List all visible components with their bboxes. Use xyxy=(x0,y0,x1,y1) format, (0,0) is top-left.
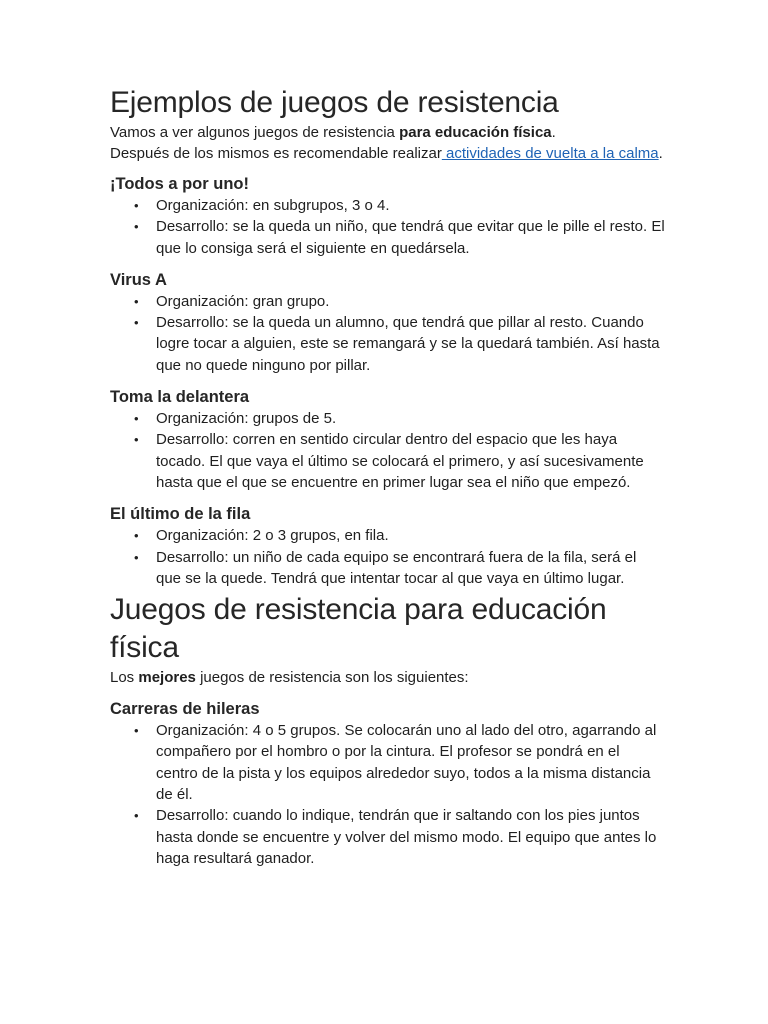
game-details-list xyxy=(110,408,665,493)
list-item-text: Organización: gran grupo. xyxy=(156,292,330,310)
vuelta-a-la-calma-link[interactable]: actividades de vuelta a la calma xyxy=(441,145,659,162)
intro-text: Vamos a ver algunos juegos de resistencia xyxy=(110,124,400,141)
list-item xyxy=(134,408,665,429)
list-item xyxy=(134,720,665,805)
intro-text: . xyxy=(551,124,556,141)
game-details-list xyxy=(110,525,665,589)
game-title: Virus A xyxy=(110,270,167,289)
list-item-text: Desarrollo: se la queda un alumno, que tendrá que pillar al resto. Cuando logre tocar a alguien, este se remangará y se la quedará también. Así hasta que no quede ninguno por pillar. xyxy=(156,314,660,374)
list-item-text: Organización: grupos de 5. xyxy=(156,410,337,428)
bullet-icon: • xyxy=(134,411,139,427)
intro-bold-text: para educación física xyxy=(399,124,552,141)
list-item xyxy=(134,195,665,216)
intro-text: . xyxy=(658,145,663,162)
section-2-intro xyxy=(110,667,665,688)
list-item xyxy=(134,805,665,869)
bullet-icon: • xyxy=(134,219,139,235)
list-item xyxy=(134,216,665,259)
bullet-icon: • xyxy=(134,528,139,544)
bullet-icon: • xyxy=(134,723,139,739)
intro-text: Después de los mismos es recomendable realizar xyxy=(110,145,442,162)
list-item-text: Desarrollo: se la queda un niño, que tendrá que evitar que le pille el resto. El que lo consiga será el siguiente en quedársela. xyxy=(156,218,665,257)
list-item xyxy=(134,291,665,312)
intro-text: juegos de resistencia son los siguientes: xyxy=(195,669,469,687)
list-item xyxy=(134,429,665,493)
document-page xyxy=(110,84,665,869)
bullet-icon: • xyxy=(134,293,139,309)
list-item-text: Organización: 4 o 5 grupos. Se colocarán uno al lado del otro, agarrando al compañero por el hombro o por la cintura. El profesor se pondrá en el centro de la pista y los equipos alrededor suyo, todos a la misma distancia de él. xyxy=(156,722,657,804)
intro-text: Los xyxy=(110,669,139,687)
list-item xyxy=(134,312,665,376)
section-1-title: Ejemplos de juegos de resistencia xyxy=(110,86,559,119)
section-1-intro xyxy=(110,122,665,164)
bullet-icon: • xyxy=(134,549,139,565)
list-item xyxy=(134,547,665,590)
game-title: Toma la delantera xyxy=(110,388,250,407)
game-details-list xyxy=(110,720,665,869)
section-2-title: Juegos de resistencia para educación física xyxy=(110,593,607,665)
intro-bold-text: mejores xyxy=(138,669,196,687)
list-item-text: Desarrollo: cuando lo indique, tendrán que ir saltando con los pies juntos hasta donde se encuentre y volver del mismo modo. El equipo que antes lo haga resultará ganador. xyxy=(156,807,657,867)
game-title: Carreras de hileras xyxy=(110,700,260,719)
list-item-text: Organización: en subgrupos, 3 o 4. xyxy=(156,197,390,214)
game-title: ¡Todos a por uno! xyxy=(110,175,250,193)
list-item-text: Desarrollo: corren en sentido circular dentro del espacio que les haya tocado. El que vaya el último se colocará el primero, y así sucesivamente hasta que el que se encuentre en primer lugar sea el niño que empezó. xyxy=(156,431,644,491)
bullet-icon: • xyxy=(134,315,139,331)
list-item xyxy=(134,525,665,546)
game-details-list xyxy=(110,291,665,376)
list-item-text: Desarrollo: un niño de cada equipo se encontrará fuera de la fila, será el que se la quede. Tendrá que intentar tocar al que vaya en último lugar. xyxy=(156,548,637,587)
game-details-list xyxy=(110,195,665,259)
game-title: El último de la fila xyxy=(110,505,251,524)
bullet-icon: • xyxy=(134,198,139,213)
bullet-icon: • xyxy=(134,808,139,824)
bullet-icon: • xyxy=(134,432,139,448)
list-item-text: Organización: 2 o 3 grupos, en fila. xyxy=(156,527,389,545)
